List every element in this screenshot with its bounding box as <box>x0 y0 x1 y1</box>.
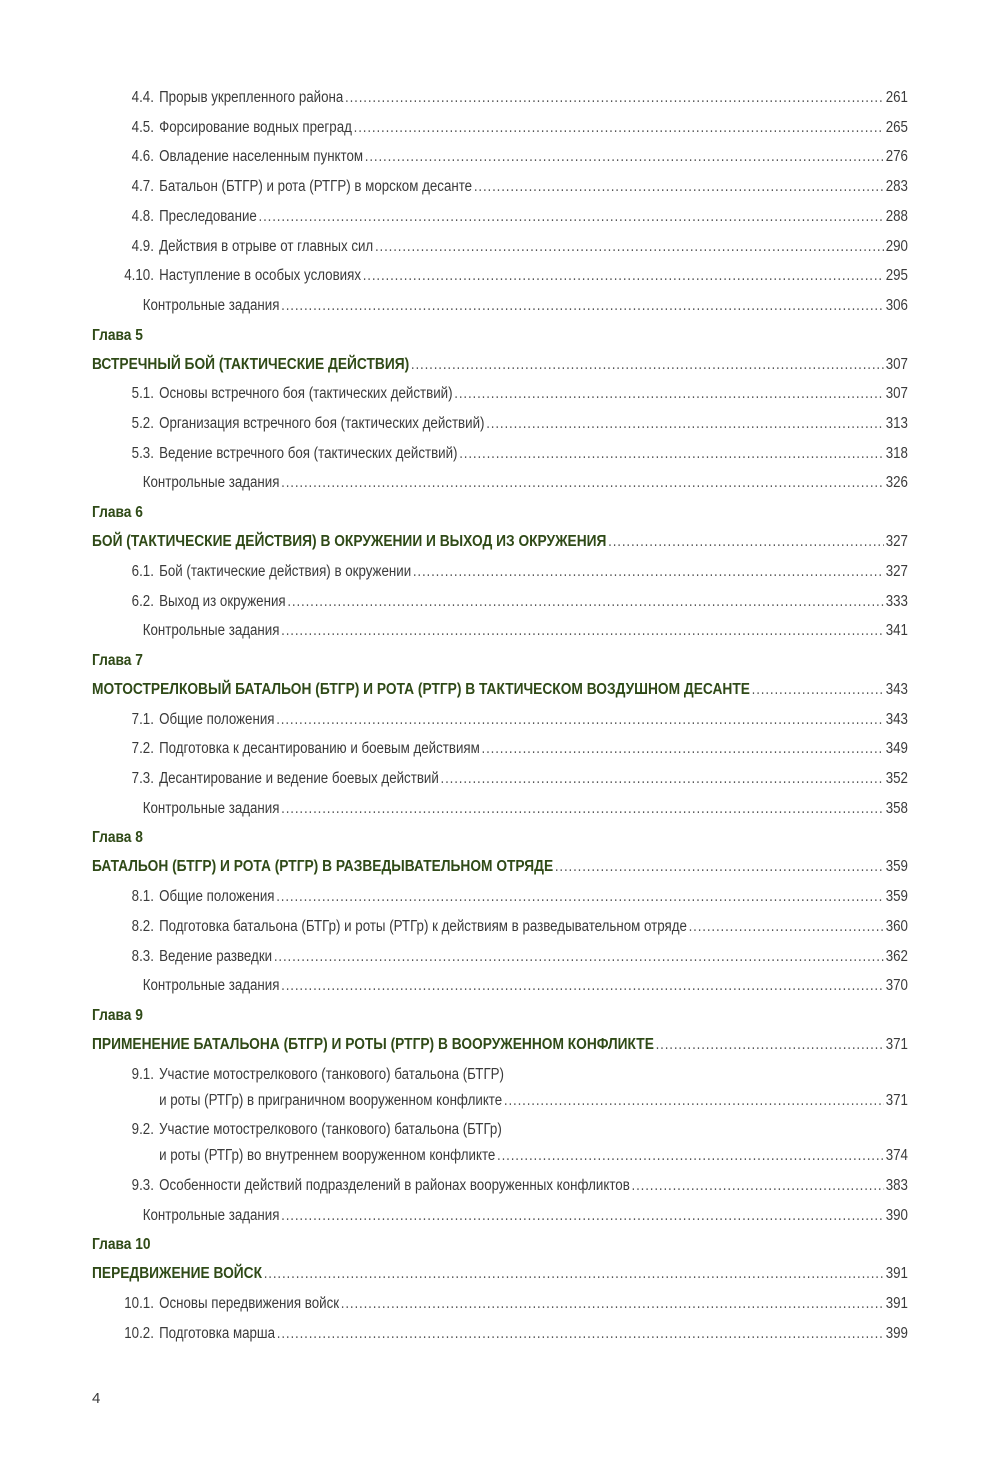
toc-entry-page: 307 <box>885 385 908 403</box>
toc-entry <box>92 266 908 286</box>
dot-leader <box>277 1324 884 1344</box>
chapter-label: Глава 10 <box>92 1236 151 1254</box>
dot-leader <box>264 1264 884 1284</box>
toc-entry <box>92 1294 908 1314</box>
dot-leader <box>656 1035 884 1055</box>
toc-entry-title: Общие положения <box>159 710 275 728</box>
chapter-title-line <box>92 355 908 375</box>
toc-entry-line <box>92 207 908 227</box>
toc-entry-page: 352 <box>885 770 908 787</box>
toc-entry <box>92 887 908 907</box>
chapter-title <box>92 532 908 552</box>
dot-leader <box>281 976 884 996</box>
toc-entry-title: Десантирование и ведение боевых действий <box>159 770 439 787</box>
dot-leader <box>363 266 884 286</box>
chapter-title-line <box>92 1264 908 1284</box>
dot-leader <box>504 1091 884 1111</box>
dot-leader <box>281 621 884 641</box>
toc-entry-title: Бой (тактические действия) в окружении <box>159 562 412 580</box>
toc-entry-line <box>92 177 908 197</box>
toc-entry-title: Ведение встречного боя (тактических действий) <box>159 444 458 462</box>
toc-entry-page: 341 <box>885 622 908 640</box>
toc-entry <box>92 177 908 197</box>
toc-entry <box>92 621 908 641</box>
dot-leader <box>276 887 884 907</box>
toc-entry-page: 265 <box>885 118 908 136</box>
chapter-title-page: 359 <box>885 858 908 876</box>
chapter-title-page: 327 <box>885 533 908 551</box>
toc-entry-number: 9.3. <box>131 1177 154 1194</box>
dot-leader <box>281 473 884 493</box>
toc-entry-page: 290 <box>885 237 908 255</box>
toc-entry-line <box>92 917 908 937</box>
toc-entry-page: 360 <box>885 917 908 935</box>
toc-entry <box>92 118 908 138</box>
dot-leader <box>632 1176 884 1196</box>
toc-entry-title: Выход из окружения <box>159 592 286 610</box>
toc-entry <box>92 296 908 316</box>
toc-entry-number: 5.3. <box>131 444 154 462</box>
toc-entry-title: Прорыв укрепленного района <box>159 89 344 106</box>
dot-leader <box>411 355 884 375</box>
chapter-title <box>92 680 908 700</box>
toc-entry <box>92 976 908 996</box>
chapter-label: Глава 9 <box>92 1006 143 1024</box>
chapter-title-text: БОЙ (ТАКТИЧЕСКИЕ ДЕЙСТВИЯ) В ОКРУЖЕНИИ И ВЫХОД ИЗ ОКРУЖЕНИЯ <box>92 533 607 551</box>
chapter-title-page: 371 <box>885 1035 908 1053</box>
toc-entry <box>92 739 908 759</box>
toc-entry-number: 5.2. <box>131 415 154 432</box>
dot-leader <box>413 562 884 582</box>
dot-leader <box>482 739 884 759</box>
dot-leader <box>281 1206 884 1226</box>
toc-entry-page: 306 <box>885 296 908 314</box>
chapter-title-page: 391 <box>885 1265 908 1283</box>
toc-entry-line <box>92 947 908 967</box>
dot-leader <box>281 296 884 316</box>
toc-entry <box>92 1176 908 1196</box>
chapter-label: Глава 5 <box>92 326 143 344</box>
toc-entry-line <box>92 1176 908 1196</box>
toc-entry-line <box>92 296 908 316</box>
toc-entry-page: 333 <box>885 592 908 610</box>
toc-entry-page: 327 <box>885 562 908 580</box>
toc-entry-line <box>92 147 908 167</box>
toc-entry-line <box>92 237 908 257</box>
toc-entry <box>92 917 908 937</box>
toc-entry <box>92 88 908 108</box>
chapter-title-text: БАТАЛЬОН (БТГР) И РОТА (РТГР) В РАЗВЕДЫВАТЕЛЬНОМ ОТРЯДЕ <box>92 858 554 876</box>
toc-entry <box>92 562 908 582</box>
toc-entry-number: 10.2. <box>124 1324 154 1342</box>
toc-entry <box>92 1065 908 1111</box>
chapter-title-line <box>92 532 908 552</box>
toc-entry-title: Подготовка марша <box>159 1324 276 1342</box>
chapter-title-line <box>92 857 908 877</box>
toc-entry-page: 313 <box>885 415 908 432</box>
toc-entry-number: 4.5. <box>131 118 154 136</box>
toc-entry-page: 288 <box>885 207 908 225</box>
toc-entry-number: 4.7. <box>131 178 154 196</box>
toc-entry-number: 10.1. <box>124 1295 154 1313</box>
dot-leader <box>608 532 884 552</box>
toc-entry-line <box>92 976 908 996</box>
toc-entry-line <box>92 621 908 641</box>
toc-entry-number: 4.8. <box>131 207 154 225</box>
toc-entry-title: Преследование <box>159 207 257 225</box>
toc-entry-page: 318 <box>885 444 908 462</box>
chapter-title-line <box>92 1035 908 1055</box>
toc-entry <box>92 414 908 434</box>
chapter-title-text: ПРИМЕНЕНИЕ БАТАЛЬОНА (БТГР) И РОТЫ (РТГР) В ВООРУЖЕННОМ КОНФЛИКТЕ <box>92 1035 654 1053</box>
dot-leader <box>375 237 884 257</box>
toc-entry-page: 261 <box>885 89 908 106</box>
toc-entry-number: 9.2. <box>131 1121 154 1139</box>
toc-entry-title: Основы передвижения войск <box>159 1295 340 1313</box>
toc-entry <box>92 444 908 464</box>
chapter-title-line <box>92 680 908 700</box>
chapter-title <box>92 1035 908 1055</box>
toc-entry-title-continued: и роты (РТГр) во внутреннем вооруженном конфликте <box>159 1147 496 1165</box>
toc-entry-number: 4.10. <box>124 267 154 285</box>
toc-entry-title: Батальон (БТГР) и рота (РТГР) в морском десанте <box>159 178 473 196</box>
toc-entry-number: 4.4. <box>131 89 154 106</box>
dot-leader <box>454 384 884 404</box>
toc-entry-line <box>92 118 908 138</box>
toc-entry-title: Форсирование водных преград <box>159 118 352 136</box>
toc-entry-page: 283 <box>885 178 908 196</box>
dot-leader <box>555 857 884 877</box>
toc-entry-title-continued: и роты (РТГр) в приграничном вооруженном конфликте <box>159 1091 503 1109</box>
toc-entry-title: Контрольные задания <box>142 799 280 817</box>
toc-entry-title: Контрольные задания <box>142 977 280 995</box>
toc-entry-page: 358 <box>885 799 908 817</box>
toc-entry <box>92 1206 908 1226</box>
toc-entry-line <box>92 1091 908 1111</box>
toc-entry-page: 371 <box>885 1091 908 1109</box>
toc-entry <box>92 147 908 167</box>
toc-entry-title: Контрольные задания <box>142 1206 280 1224</box>
dot-leader <box>354 118 884 138</box>
toc-entry-line <box>92 710 908 730</box>
toc-entry-line <box>92 444 908 464</box>
toc-entry-title: Общие положения <box>159 888 275 906</box>
toc-entry-number: 5.1. <box>131 385 154 403</box>
toc-entry-line <box>92 473 908 493</box>
toc-entry-number: 8.3. <box>131 947 154 965</box>
toc-entry-line <box>92 1294 908 1314</box>
toc-entry-page: 362 <box>885 947 908 965</box>
toc-entry <box>92 207 908 227</box>
toc-entry-number: 6.2. <box>131 592 154 610</box>
toc-entry-line <box>92 1065 908 1085</box>
toc-entry-page: 349 <box>885 740 908 758</box>
toc-entry <box>92 799 908 819</box>
toc-entry-title: Контрольные задания <box>142 622 280 640</box>
toc-entry-number: 7.1. <box>131 710 154 728</box>
toc-entry-title: Овладение населенным пунктом <box>159 148 364 166</box>
toc-entry-line <box>92 384 908 404</box>
toc-entry-line <box>92 88 908 108</box>
toc-entry-number: 4.9. <box>131 237 154 255</box>
toc-entry-line <box>92 799 908 819</box>
toc-entry-page: 370 <box>885 977 908 995</box>
toc-entry-number: 8.1. <box>131 888 154 906</box>
dot-leader <box>497 1146 884 1166</box>
toc-entry-number: 9.1. <box>131 1065 154 1083</box>
dot-leader <box>474 177 884 197</box>
chapter-title <box>92 1264 908 1284</box>
toc-entry-page: 399 <box>885 1324 908 1342</box>
dot-leader <box>689 917 884 937</box>
toc-entry-page: 343 <box>885 710 908 728</box>
chapter-title-text: МОТОСТРЕЛКОВЫЙ БАТАЛЬОН (БТГР) И РОТА (РТГР) В ТАКТИЧЕСКОМ ВОЗДУШНОМ ДЕСАНТЕ <box>92 680 750 698</box>
toc-entry-line <box>92 769 908 789</box>
toc-entry-title: Наступление в особых условиях <box>159 267 361 285</box>
dot-leader <box>441 769 884 789</box>
toc-entry <box>92 592 908 612</box>
toc-entry-page: 390 <box>885 1206 908 1224</box>
toc-entry-number: 6.1. <box>131 562 154 580</box>
dot-leader <box>259 207 884 227</box>
toc-entry-title: Организация встречного боя (тактических действий) <box>159 415 485 432</box>
chapter-title-text: ПЕРЕДВИЖЕНИЕ ВОЙСК <box>92 1265 263 1283</box>
chapter-title-text: ВСТРЕЧНЫЙ БОЙ (ТАКТИЧЕСКИЕ ДЕЙСТВИЯ) <box>92 355 410 373</box>
toc-entry-line <box>92 414 908 434</box>
dot-leader <box>287 592 884 612</box>
dot-leader <box>365 147 884 167</box>
dot-leader <box>345 88 884 108</box>
dot-leader <box>274 947 884 967</box>
dot-leader <box>281 799 884 819</box>
dot-leader <box>276 710 884 730</box>
dot-leader <box>752 680 884 700</box>
toc-entry-title: Подготовка батальона (БТГр) и роты (РТГр) к действиям в разведывательном отряде <box>159 917 687 935</box>
chapter-label: Глава 6 <box>92 504 143 522</box>
page-number: 4 <box>92 1390 101 1407</box>
toc-entry-title: Основы встречного боя (тактических действий) <box>159 385 453 403</box>
chapter-title <box>92 857 908 877</box>
toc-entry-line <box>92 266 908 286</box>
chapter-title <box>92 355 908 375</box>
toc-entry-title: Особенности действий подразделений в районах вооруженных конфликтов <box>159 1177 630 1194</box>
toc-entry <box>92 473 908 493</box>
toc-entry-page: 374 <box>885 1147 908 1165</box>
toc-entry <box>92 710 908 730</box>
toc-entry-line <box>92 562 908 582</box>
chapter-label: Глава 7 <box>92 651 143 669</box>
toc-entry <box>92 384 908 404</box>
toc-entry <box>92 237 908 257</box>
toc-entry-line <box>92 592 908 612</box>
toc-entry-line <box>92 739 908 759</box>
toc-entry-line <box>92 887 908 907</box>
toc-entry-page: 276 <box>885 148 908 166</box>
toc-entry-number: 7.2. <box>131 740 154 758</box>
toc-entry-title: Контрольные задания <box>142 296 280 314</box>
toc-entry-line <box>92 1324 908 1344</box>
chapter-title-page: 307 <box>885 355 908 373</box>
toc-entry-title: Подготовка к десантированию и боевым действиям <box>159 740 480 758</box>
toc-entry <box>92 947 908 967</box>
toc-entry-title: Контрольные задания <box>142 474 280 492</box>
toc-entry-number: 4.6. <box>131 148 154 166</box>
toc-entry-page: 383 <box>885 1177 908 1194</box>
chapter-label: Глава 8 <box>92 829 143 847</box>
toc-entry <box>92 769 908 789</box>
toc-entry-page: 391 <box>885 1295 908 1313</box>
toc-entry-title: Участие мотострелкового (танкового) батальона (БТГР) <box>159 1065 505 1083</box>
toc-entry-line <box>92 1206 908 1226</box>
toc-entry-title: Участие мотострелкового (танкового) батальона (БТГр) <box>159 1121 502 1139</box>
dot-leader <box>486 414 884 434</box>
toc-entry-page: 359 <box>885 888 908 906</box>
toc-entry-number: 8.2. <box>131 917 154 935</box>
dot-leader <box>459 444 884 464</box>
toc-entry-line <box>92 1146 908 1166</box>
toc-entry-title: Ведение разведки <box>159 947 273 965</box>
toc-entry-page: 295 <box>885 267 908 285</box>
toc-entry-line <box>92 1120 908 1140</box>
toc-entry-number: 7.3. <box>131 770 154 787</box>
chapter-title-page: 343 <box>885 680 908 698</box>
toc-entry <box>92 1324 908 1344</box>
toc-entry-page: 326 <box>885 474 908 492</box>
dot-leader <box>341 1294 884 1314</box>
toc-entry-title: Действия в отрыве от главных сил <box>159 237 374 255</box>
toc-entry <box>92 1120 908 1166</box>
